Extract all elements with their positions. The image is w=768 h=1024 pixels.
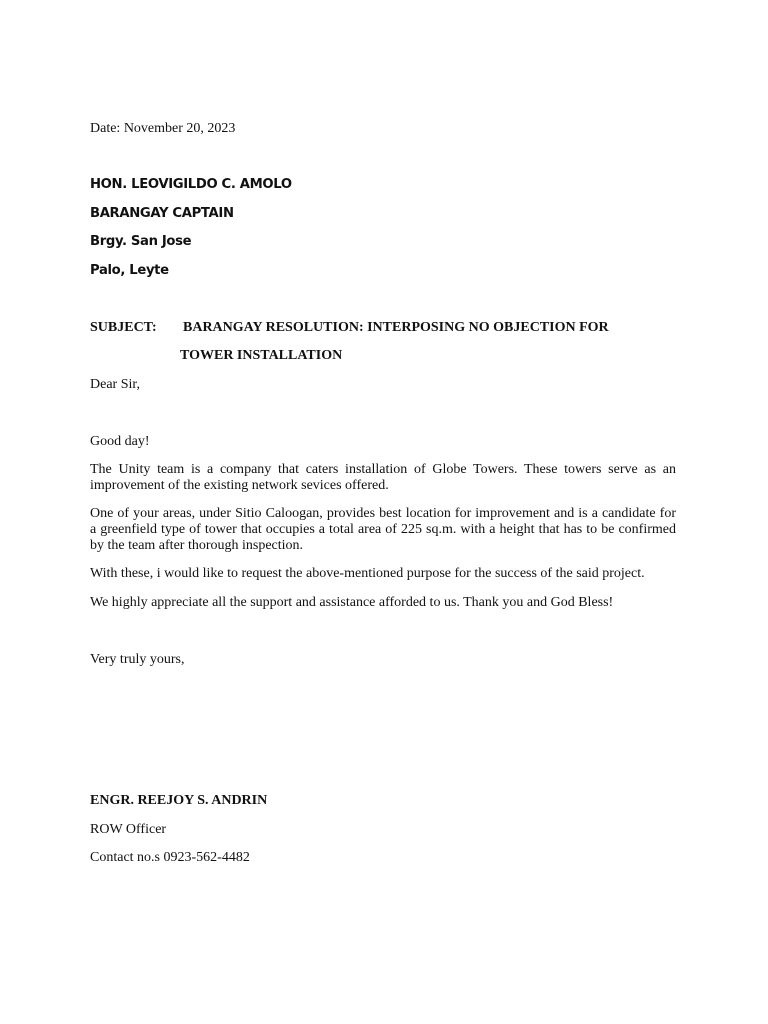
greeting: Good day! [90, 434, 150, 449]
recipient-title: BARANGAY CAPTAIN [90, 206, 234, 221]
signatory-position: ROW Officer [90, 822, 167, 837]
recipient-barangay: Brgy. San Jose [90, 234, 192, 249]
signatory-contact: Contact no.s 0923-562-4482 [90, 850, 250, 865]
salutation: Dear Sir, [90, 377, 140, 392]
closing: Very truly yours, [90, 652, 185, 667]
recipient-name: HON. LEOVIGILDO C. AMOLO [90, 177, 292, 192]
signatory-name: ENGR. REEJOY S. ANDRIN [90, 793, 268, 808]
body-paragraph-3: With these, i would like to request the above-mentioned purpose for the success of the said project. [90, 566, 645, 581]
letter-date: Date: November 20, 2023 [90, 121, 236, 136]
subject-label: SUBJECT: [90, 320, 157, 335]
subject-line-1: BARANGAY RESOLUTION: INTERPOSING NO OBJECTION FOR [183, 320, 609, 335]
body-paragraph-4: We highly appreciate all the support and assistance afforded to us. Thank you and God Bless! [90, 595, 614, 610]
body-paragraph-2: One of your areas, under Sitio Caloogan, provides best location for improvement and is a candidate for a greenfield type of tower that occupies a total area of 225 sq.m. with a height that has to be confirmed by the team after thorough inspection. [90, 506, 676, 553]
subject-line-2: TOWER INSTALLATION [180, 348, 343, 363]
recipient-location: Palo, Leyte [90, 263, 169, 278]
body-paragraph-1: The Unity team is a company that caters installation of Globe Towers. These towers serve as an improvement of the existing network sevices offered. [90, 462, 676, 493]
